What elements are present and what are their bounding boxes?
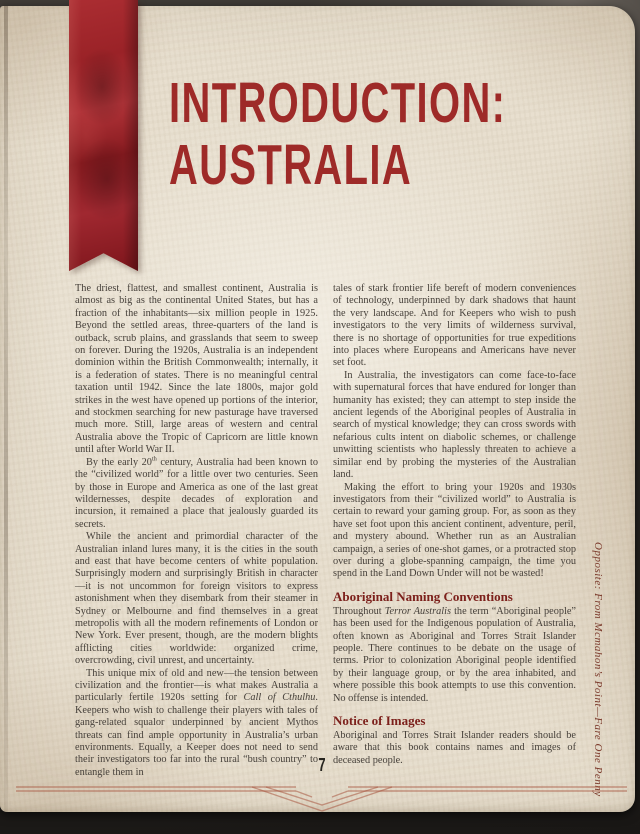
page-number: 7 [318, 755, 326, 775]
section-heading: Aboriginal Naming Conventions [333, 588, 513, 604]
page-title-line-1: INTRODUCTION: [169, 71, 507, 135]
bookmark-ribbon-icon [69, 0, 138, 271]
body-paragraph: Throughout Terror Australis the term “Aboriginal people” has been used for the Indigenous population of Australia, often known as Aboriginal and Torres Strait Islander people. There continues to be debate on the usage of terms. Prior to colonization Aboriginal people identified by their language group, or by the area inhabited, and where possible this book attempts to use this convention. No offense is intended. [333, 605, 576, 704]
page-title-line-2: AUSTRALIA [169, 133, 413, 197]
book-page [0, 6, 635, 812]
sidebar-caption: Opposite: From Mcmahon’s Point—Fare One Penny [592, 542, 604, 797]
body-paragraph: In Australia, the investigators can come face-to-face with supernatural forces that have endured for longer than humanity has existed; they can attempt to step inside the ancient legends of the Aboriginal peoples of Australia in search of mystical knowledge; they can cross swords with nefarious cults intent on diabolic schemes, or challenge unwitting scientists who haplessly threaten to achieve a similar end by probing the mysteries of the Australian land. [333, 369, 576, 481]
body-paragraph: The driest, flattest, and smallest continent, Australia is almost as big as the continental United States, but has a fraction of the inhabitants—six million people in 1925. Beyond the settled areas, three-quarters of the land is outback, scrub plains, and grasslands that seem to sweep on forever. During the 1920s, Australia is an independent dominion within the British Commonwealth; internally, it is a federation of states. There is no meaningful central taxation until 1942. Since the late 1800s, major gold strikes in the west have opened up portions of the interior, and stockmen searching for new pasturage have traversed much more. Still, large areas of western and central Australia above the Tropic of Capricorn are little known until after World War II. [75, 283, 318, 456]
section-heading: Notice of Images [333, 713, 426, 728]
body-paragraph: Aboriginal and Torres Strait Islander readers should be aware that this book contains names and images of deceased people. [333, 730, 576, 766]
page-title [169, 72, 506, 196]
body-paragraph: By the early 20th century, Australia had been known to the “civilized world” for a little over two centuries. Seen by those in Europe and America as one of the last great wildernesses, despite decades of exploration and incursion, it remained a place that jealously guarded its secrets. [75, 455, 318, 530]
right-column [333, 283, 576, 767]
body-paragraph: tales of stark frontier life bereft of modern conveniences of technology, underpinned by dark shadows that haunt the very landscape. And for Keepers who wish to push investigators to the very limits of wilderness survival, there is no shortage of opportunities for true expeditions into places where Europeans and Americans have never set foot. [333, 283, 576, 369]
body-paragraph: While the ancient and primordial character of the Australian inland lures many, it is the cities in the south and east that have become centers of white population. Surprisingly modern and surprisingly British in character—it is not uncommon for foreign visitors to express astonishment when they disembark from their steamer in Sydney or Melbourne and find themselves in a great metropolis with all the modern refinements of London or New York. Ever present, though, are the modern blights afflicting cities worldwide: organized crime, overcrowding, civil unrest, and uncertainty. [75, 531, 318, 667]
bookmark-ribbon-cloth [69, 0, 138, 271]
left-column [75, 283, 318, 779]
body-paragraph: Making the effort to bring your 1920s and 1930s investigators from their “civilized world” to Australia is certain to reward your gaming group. For, as soon as they have set foot upon this ancient continent, adventure, peril, and mystery abound. Whether run as an Australian campaign, a series of one-shot games, or a protracted stop over during a globe-spanning campaign, the time you spend in the Land Down Under will not be wasted! [333, 481, 576, 580]
body-paragraph: This unique mix of old and new—the tension between civilization and the frontier—is what makes Australia a particularly fertile 1920s setting for Call of Cthulhu. Keepers who wish to challenge their players with tales of gang-related squalor underpinned by ancient Mythos threats can find ample opportunity in Australia’s urban environments. Equally, a Keeper does not need to send their investigators too far into the rural “bush country” to entangle them in [75, 667, 318, 778]
